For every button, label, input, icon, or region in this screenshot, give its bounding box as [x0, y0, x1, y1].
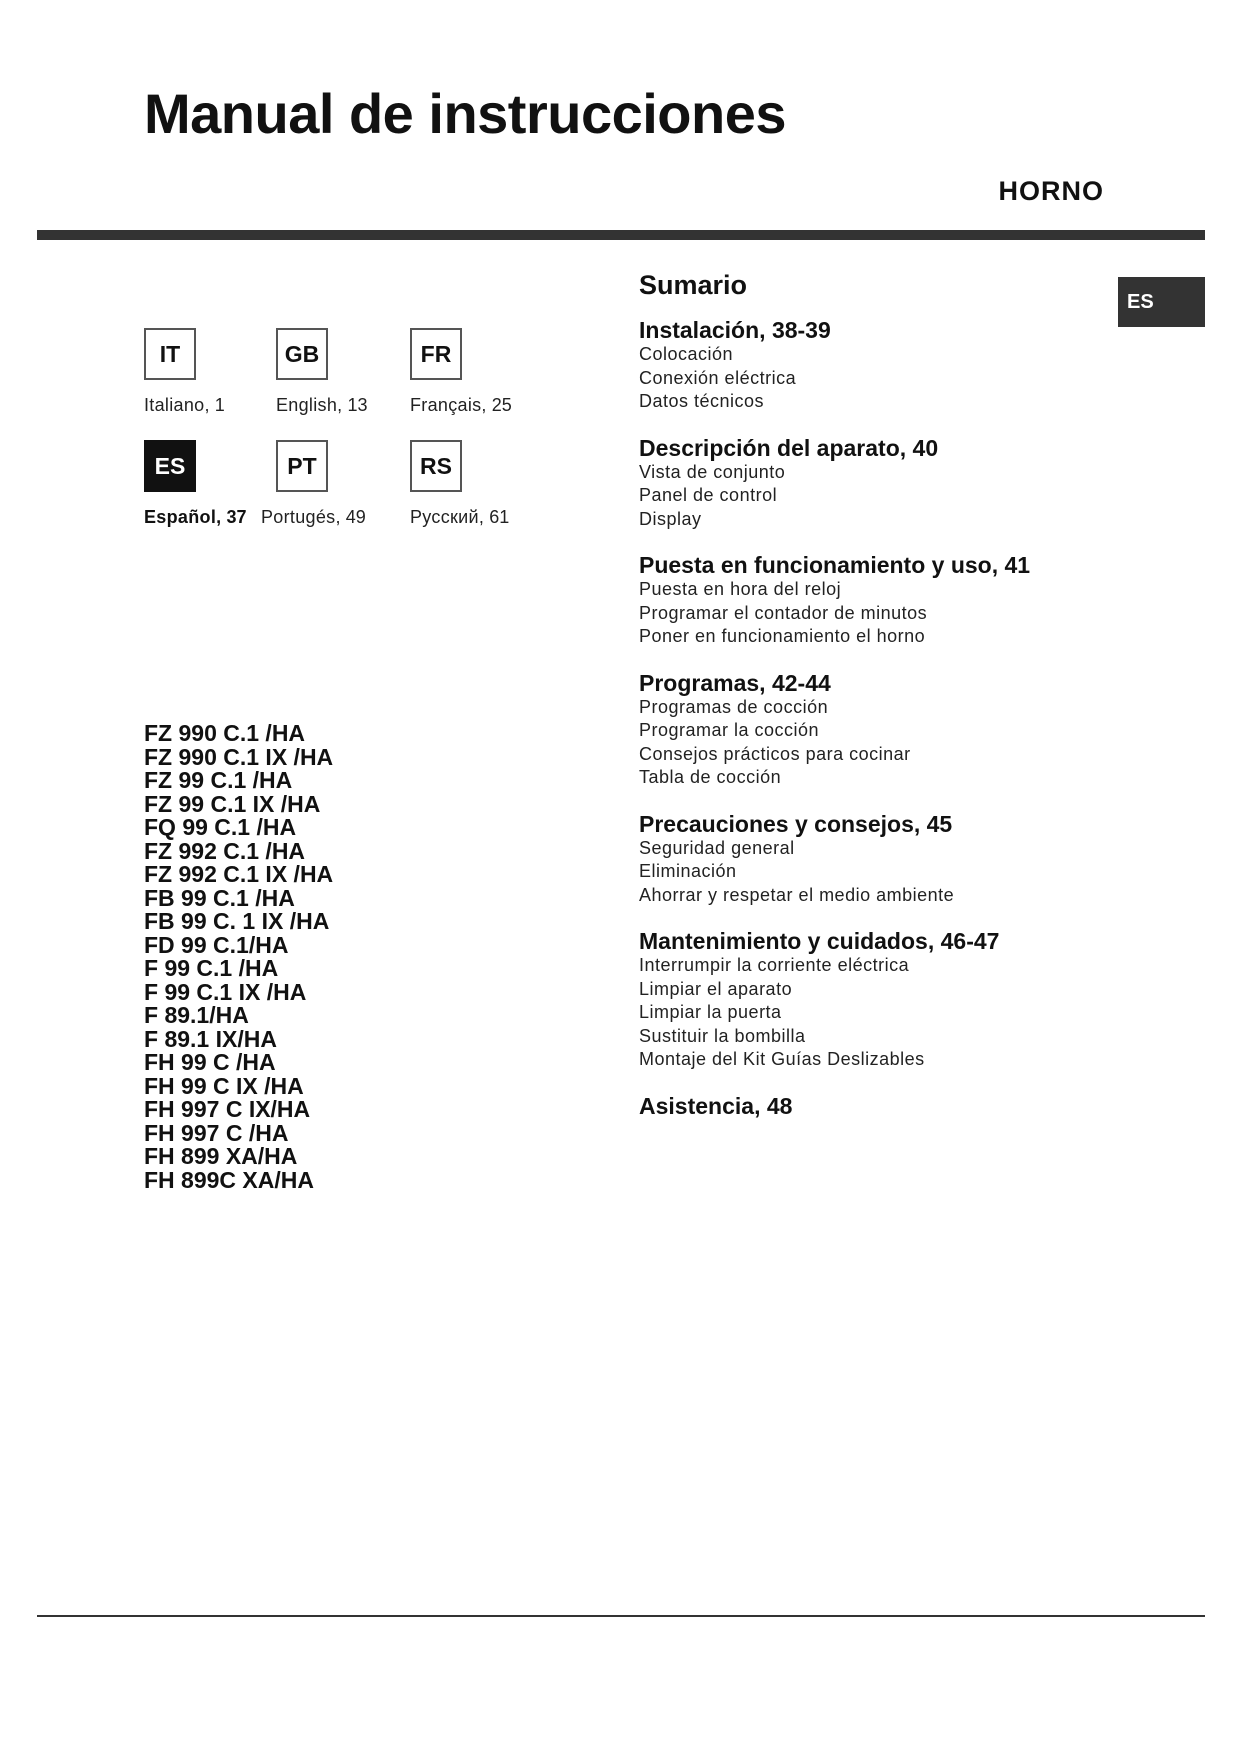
toc-item[interactable]: Limpiar la puerta: [639, 1002, 782, 1022]
toc-section-programas: [639, 670, 1109, 790]
toc-item[interactable]: Sustituir la bombilla: [639, 1025, 806, 1046]
language-page: 61: [489, 507, 510, 527]
language-label-es: [144, 508, 246, 526]
toc-item[interactable]: Ahorrar y respetar el medio ambiente: [639, 884, 955, 905]
language-box-fr[interactable]: FR: [410, 328, 462, 380]
language-box-pt[interactable]: PT: [276, 440, 328, 492]
model-item: FB 99 C. 1 IX /HA: [144, 908, 330, 934]
language-page: 25: [491, 395, 512, 415]
toc-item[interactable]: Vista de conjunto: [639, 461, 786, 482]
language-label-gb: [276, 396, 367, 414]
toc-item[interactable]: Display: [639, 508, 702, 529]
language-box-rs[interactable]: RS: [410, 440, 462, 492]
toc-item[interactable]: Seguridad general: [639, 837, 795, 858]
model-item: FD 99 C.1/HA: [144, 931, 289, 958]
toc-heading-label: Puesta en funcionamiento y uso: [639, 552, 992, 578]
toc-heading[interactable]: Instalación, 38-39: [639, 317, 831, 343]
language-label-pt: [261, 508, 366, 526]
toc-heading-pages: 48: [766, 1092, 793, 1119]
toc-heading[interactable]: Precauciones y consejos, 45: [639, 810, 953, 837]
language-label-rs: [410, 508, 509, 526]
toc-item[interactable]: Puesta en hora del reloj: [639, 579, 842, 599]
model-item: FZ 99 C.1 /HA: [144, 767, 293, 793]
toc-item[interactable]: Conexión eléctrica: [639, 367, 797, 388]
toc-heading-pages: 45: [926, 810, 953, 837]
toc-heading[interactable]: Descripción del aparato, 40: [639, 434, 939, 461]
language-name: Portugés,: [261, 507, 341, 527]
language-label-fr: [410, 396, 512, 414]
language-label-it: [144, 396, 225, 414]
toc-heading[interactable]: Mantenimiento y cuidados, 46-47: [639, 928, 1000, 954]
model-item: FZ 990 C.1 /HA: [144, 720, 306, 746]
toc-section-instalacion: [639, 317, 1109, 414]
table-of-contents: [639, 270, 1109, 1140]
toc-section-precauciones: [639, 811, 1109, 908]
language-name: Русский,: [410, 507, 485, 527]
model-item: FZ 99 C.1 IX /HA: [144, 790, 321, 817]
toc-heading-pages: 42-44: [771, 669, 831, 696]
toc-heading[interactable]: Puesta en funcionamiento y uso, 41: [639, 552, 1031, 578]
language-name: English,: [276, 395, 343, 415]
toc-title: Sumario: [639, 270, 748, 300]
model-item: FZ 990 C.1 IX /HA: [144, 743, 334, 770]
model-item: FH 99 C IX /HA: [144, 1072, 304, 1099]
language-page: 13: [347, 395, 368, 415]
product-type: HORNO: [998, 176, 1104, 206]
model-item: FQ 99 C.1 /HA: [144, 814, 297, 840]
toc-heading-label: Asistencia: [639, 1092, 755, 1119]
toc-section-descripcion: [639, 435, 1109, 532]
toc-item[interactable]: Panel de control: [639, 485, 778, 505]
toc-item[interactable]: Consejos prácticos para cocinar: [639, 743, 911, 764]
toc-item[interactable]: Colocación: [639, 344, 734, 364]
header-divider: [37, 230, 1205, 240]
model-item: FH 99 C /HA: [144, 1049, 276, 1075]
model-item: F 89.1/HA: [144, 1002, 249, 1028]
toc-section-mantenimiento: [639, 928, 1109, 1072]
toc-heading-label: Descripción del aparato: [639, 434, 900, 461]
toc-section-puesta: [639, 552, 1109, 649]
toc-heading-pages: 38-39: [771, 317, 831, 343]
toc-item[interactable]: Programar el contador de minutos: [639, 602, 928, 623]
language-name: Español,: [144, 507, 222, 527]
toc-heading-pages: 46-47: [940, 928, 1000, 954]
language-box-it[interactable]: IT: [144, 328, 196, 380]
toc-heading[interactable]: Programas, 42-44: [639, 669, 831, 696]
model-item: FH 899C XA/HA: [144, 1166, 314, 1193]
language-name: Français,: [410, 395, 487, 415]
language-side-tab: ES: [1118, 277, 1205, 327]
language-page: 37: [226, 507, 247, 527]
model-item: FB 99 C.1 /HA: [144, 884, 295, 911]
model-item: F 99 C.1 IX /HA: [144, 978, 307, 1005]
toc-item[interactable]: Limpiar el aparato: [639, 978, 793, 999]
toc-heading-label: Mantenimiento y cuidados: [639, 928, 928, 954]
toc-item[interactable]: Montaje del Kit Guías Deslizables: [639, 1049, 925, 1069]
model-item: FZ 992 C.1 IX /HA: [144, 861, 334, 887]
toc-section-asistencia: [639, 1093, 1109, 1119]
toc-item[interactable]: Programar la cocción: [639, 720, 820, 740]
model-item: FH 899 XA/HA: [144, 1143, 298, 1169]
model-item: F 99 C.1 /HA: [144, 955, 279, 981]
page-title: Manual de instrucciones: [144, 82, 786, 145]
toc-item[interactable]: Eliminación: [639, 861, 737, 881]
toc-item[interactable]: Datos técnicos: [639, 391, 765, 411]
toc-heading[interactable]: Asistencia, 48: [639, 1092, 793, 1119]
toc-heading-pages: 40: [912, 434, 939, 461]
language-name: Italiano,: [144, 395, 210, 415]
toc-item[interactable]: Programas de cocción: [639, 696, 829, 717]
toc-heading-label: Programas: [639, 669, 760, 696]
model-item: FH 997 C /HA: [144, 1119, 289, 1146]
model-item: F 89.1 IX/HA: [144, 1025, 277, 1052]
toc-heading-pages: 41: [1004, 552, 1031, 578]
toc-heading-label: Instalación: [639, 317, 760, 343]
language-page: 1: [214, 395, 225, 415]
footer-divider: [37, 1615, 1205, 1617]
toc-item[interactable]: Poner en funcionamiento el horno: [639, 626, 926, 646]
toc-heading-label: Precauciones y consejos: [639, 810, 914, 837]
language-page: 49: [345, 507, 366, 527]
model-item: FZ 992 C.1 /HA: [144, 837, 306, 864]
language-box-gb[interactable]: GB: [276, 328, 328, 380]
model-item: FH 997 C IX/HA: [144, 1096, 311, 1122]
language-box-es[interactable]: ES: [144, 440, 196, 492]
toc-item[interactable]: Interrumpir la corriente eléctrica: [639, 955, 910, 975]
model-list: [144, 722, 333, 1192]
toc-item[interactable]: Tabla de cocción: [639, 767, 782, 787]
